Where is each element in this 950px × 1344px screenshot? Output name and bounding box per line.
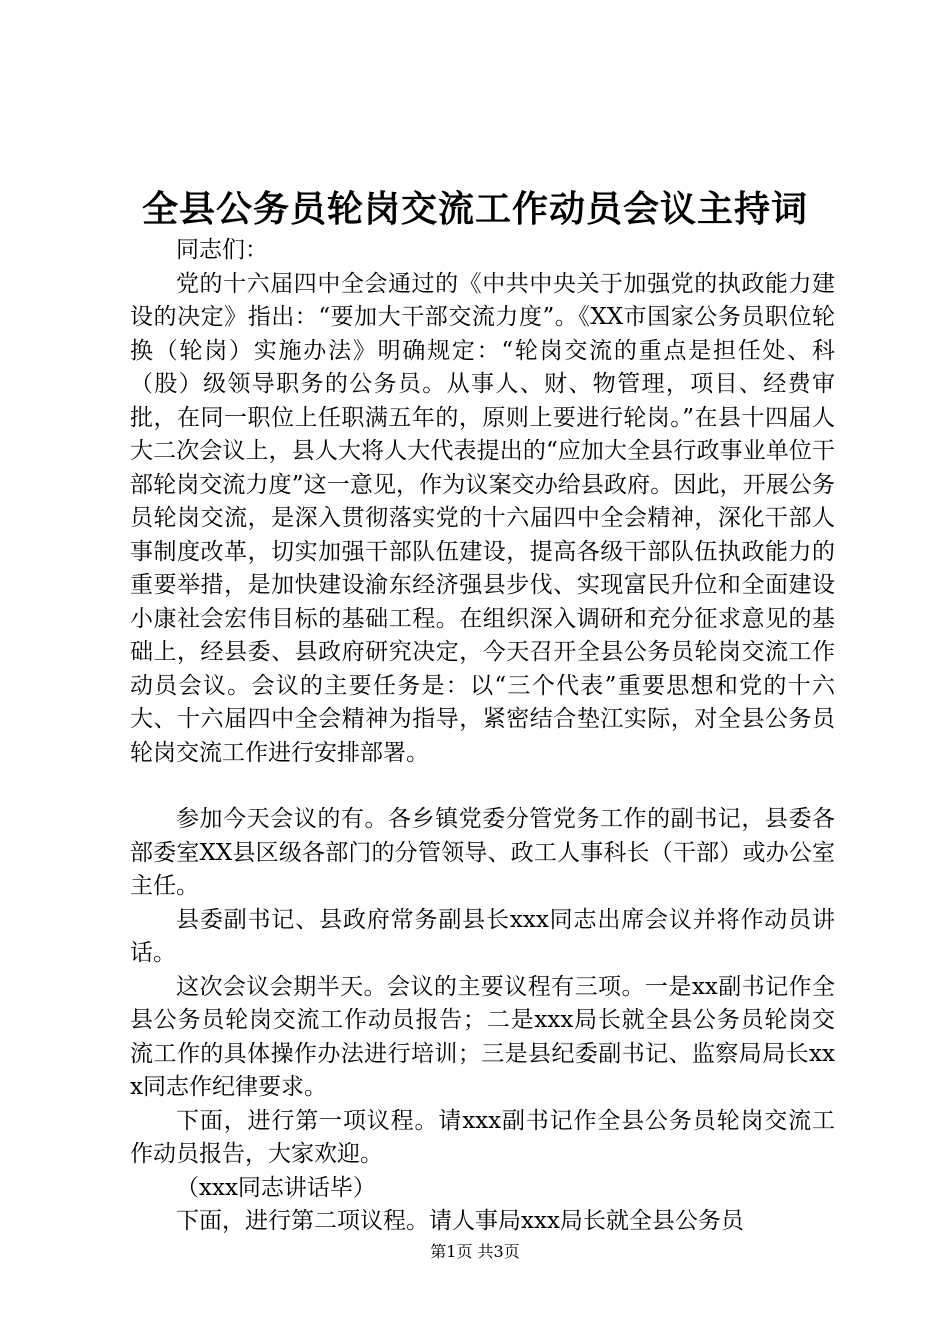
paragraph-item-two: 下面，进行第二项议程。请人事局xxx局长就全县公务员 <box>176 1208 744 1234</box>
paragraph-attendees: 参加今天会议的有。各乡镇党委分管党务工作的副书记，县委各部委室XX县区级各部门的分管领导、政工人事科长（干部）或办公室主任。 <box>130 806 835 899</box>
page-number: 第1页 共3页 <box>430 1242 520 1261</box>
paragraph-speech-end: （xxx同志讲话毕） <box>176 1174 376 1201</box>
document-body <box>130 234 835 1239</box>
paragraph-agenda: 这次会议会期半天。会议的主要议程有三项。一是xx副书记作全县公务员轮岗交流工作动员报告；二是xxx局长就全县公务员轮岗交流工作的具体操作办法进行培训；三是县纪委副书记、监察局局长xxx同志作纪律要求。 <box>130 973 835 1100</box>
paragraph-leader: 县委副书记、县政府常务副县长xxx同志出席会议并将作动员讲话。 <box>130 906 835 966</box>
paragraph-item-one: 下面，进行第一项议程。请xxx副书记作全县公务员轮岗交流工作动员报告，大家欢迎。 <box>130 1107 835 1167</box>
salutation: 同志们： <box>176 237 268 263</box>
paragraph-background: 党的十六届四中全会通过的《中共中央关于加强党的执政能力建设的决定》指出：“要加大干部交流力度”。《XX市国家公务员职位轮换（轮岗）实施办法》明确规定：“轮岗交流的重点是担任处、科（股）级领导职务的公务员。从事人、财、物管理，项目、经费审批，在同一职位上任职满五年的，原则上要进行轮岗。”在县十四届人大二次会议上，县人大将人大代表提出的“应加大全县行政事业单位干部轮岗交流力度”这一意见，作为议案交办给县政府。因此，开展公务员轮岗交流，是深入贯彻落实党的十六届四中全会精神，深化干部人事制度改革，切实加强干部队伍建设，提高各级干部队伍执政能力的重要举措，是加快建设渝东经济强县步伐、实现富民升位和全面建设小康社会宏伟目标的基础工程。在组织深入调研和充分征求意见的基础上，经县委、县政府研究决定，今天召开全县公务员轮岗交流工作动员会议。会议的主要任务是：以“三个代表”重要思想和党的十六大、十六届四中全会精神为指导，紧密结合垫江实际，对全县公务员轮岗交流工作进行安排部署。 <box>130 270 835 766</box>
document-title: 全县公务员轮岗交流工作动员会议主持词 <box>141 188 808 230</box>
